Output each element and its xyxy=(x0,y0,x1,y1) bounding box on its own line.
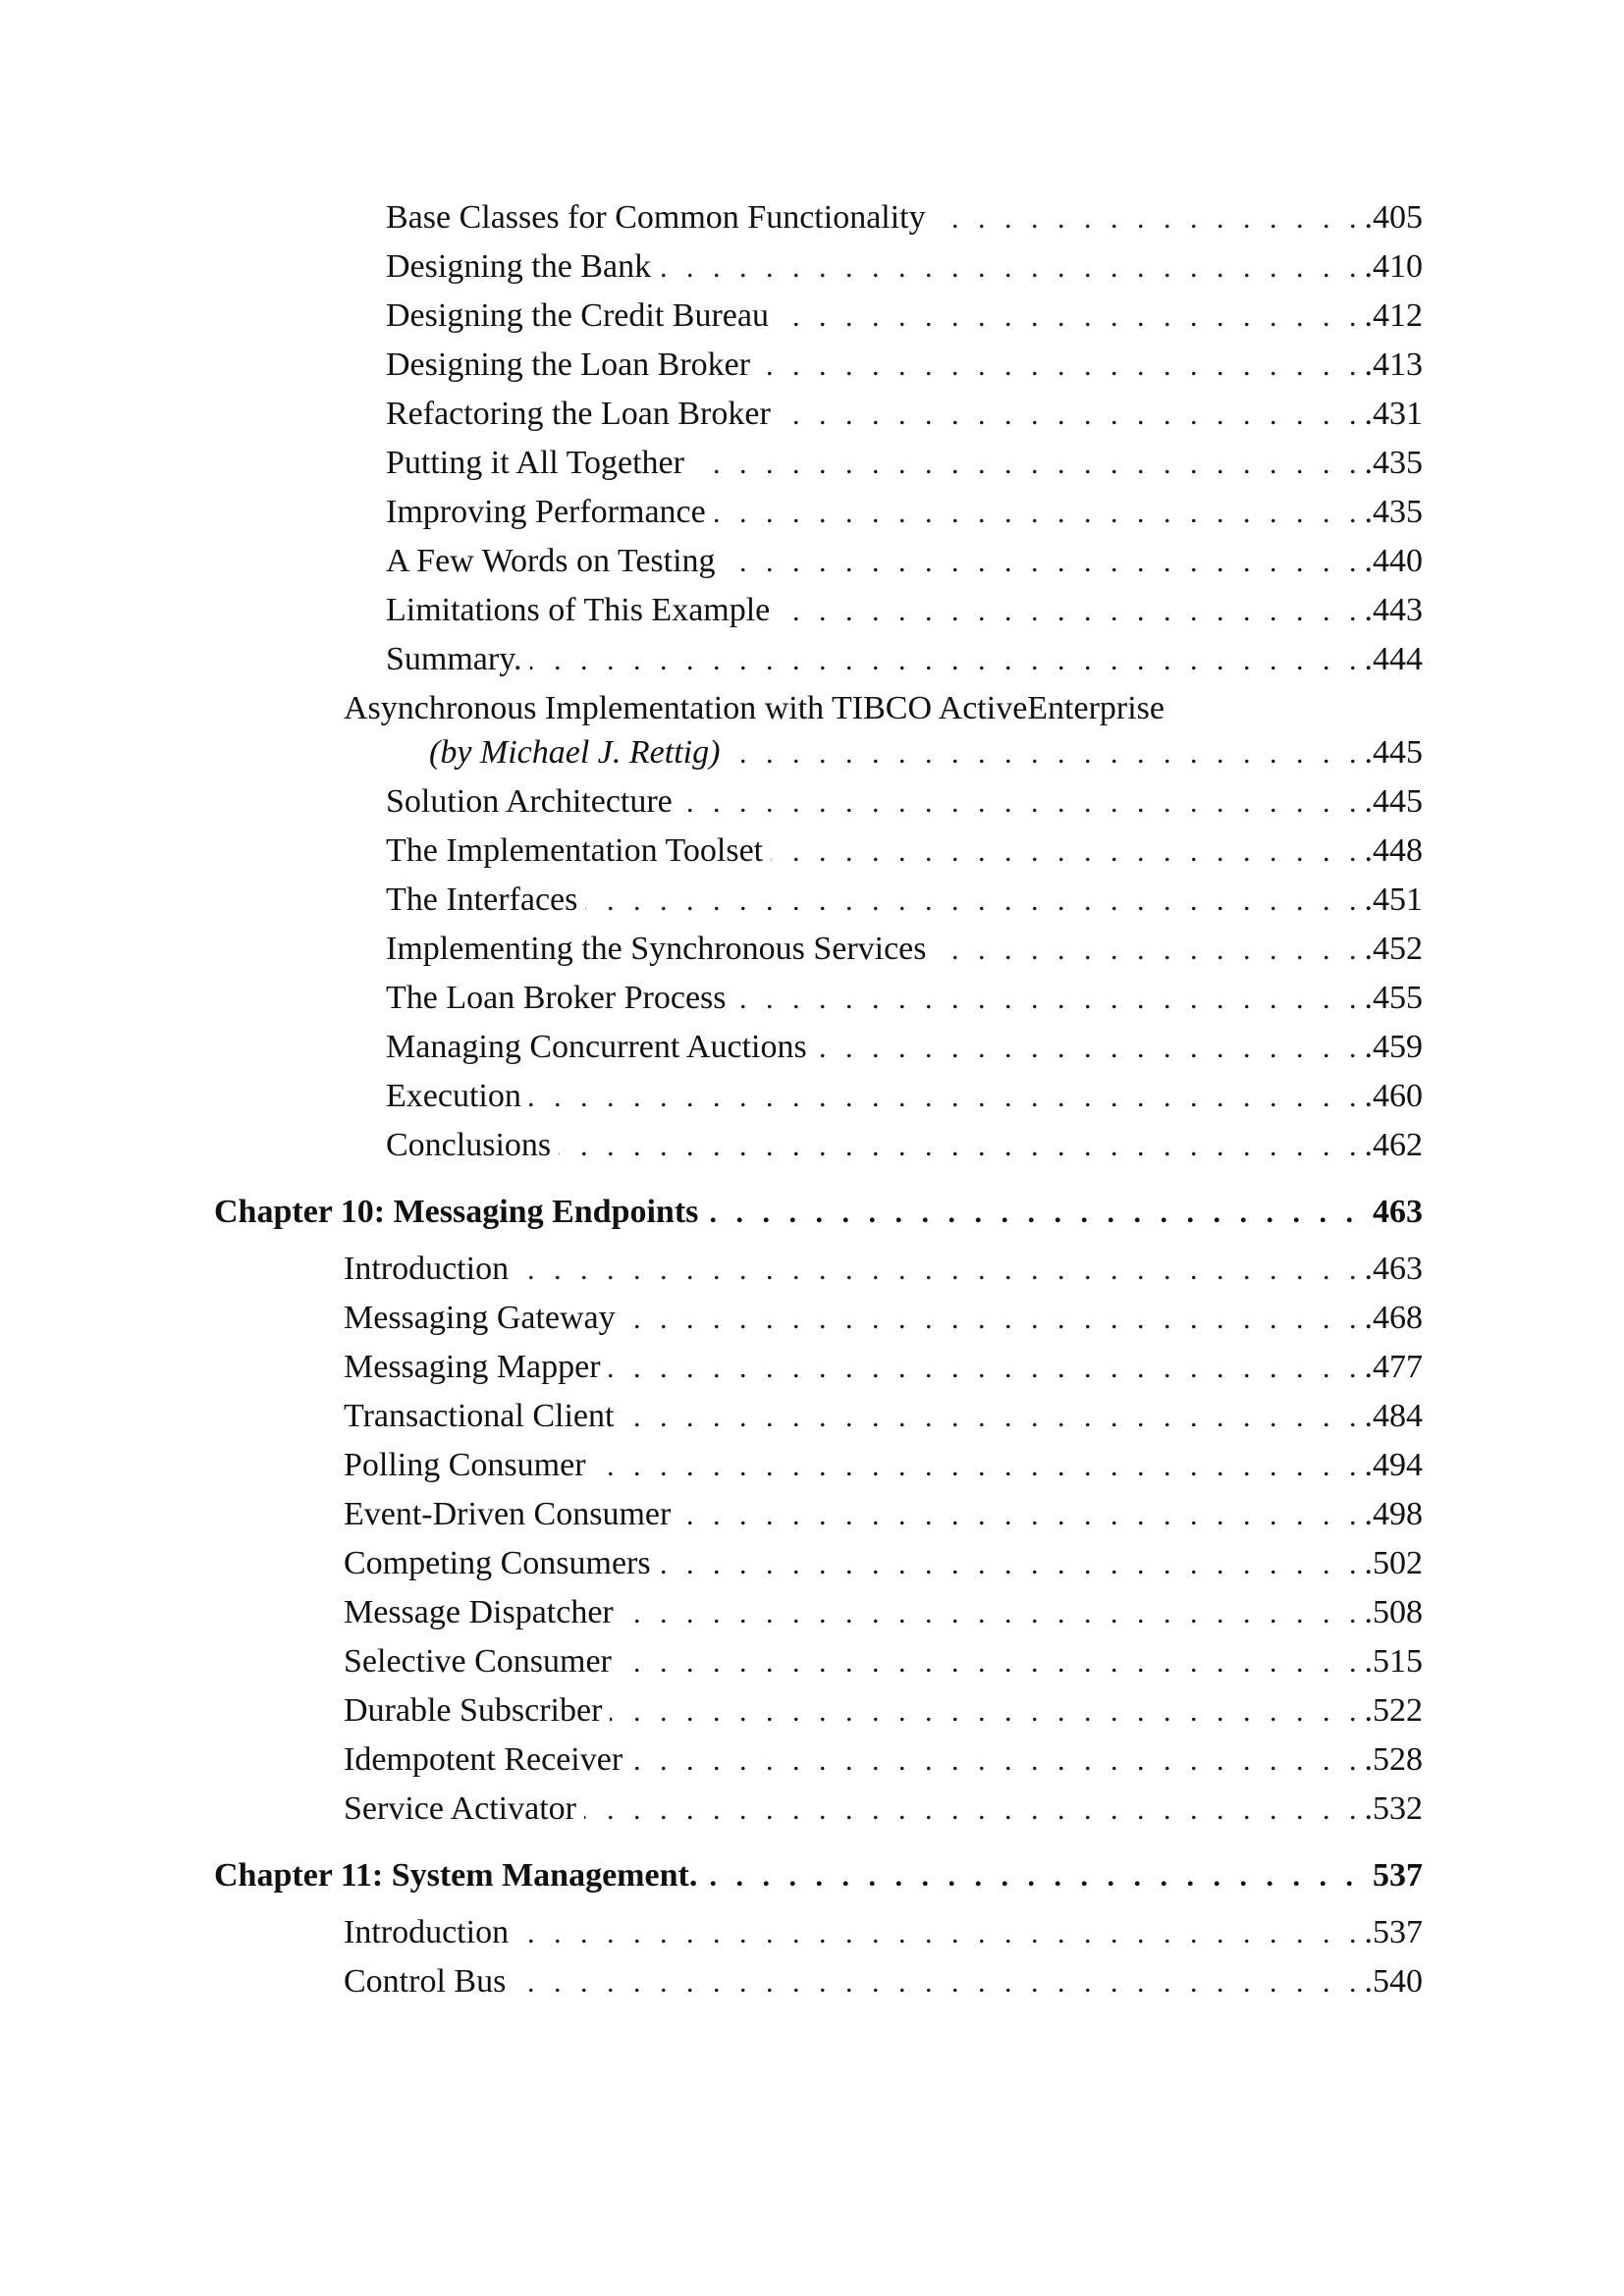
leader-dots xyxy=(728,734,1362,774)
toc-entry xyxy=(386,493,1423,533)
toc-entry xyxy=(386,979,1423,1019)
chapter-heading xyxy=(214,1856,1423,1896)
toc-entry-title: Implementing the Synchronous Services xyxy=(386,931,927,967)
toc-entry-title: The Loan Broker Process xyxy=(386,980,727,1016)
toc-entry-page: .435 xyxy=(1364,445,1423,481)
toc-entry-page: .484 xyxy=(1364,1398,1423,1434)
leader-dots xyxy=(706,1194,1359,1233)
toc-entry xyxy=(344,1544,1423,1584)
toc-entry-title: Idempotent Receiver xyxy=(344,1741,623,1778)
toc-entry xyxy=(386,591,1423,631)
chapter-title: Chapter 11: System Management. xyxy=(214,1857,698,1894)
leader-dots xyxy=(609,1349,1363,1388)
leader-dots xyxy=(659,1545,1363,1584)
toc-entry xyxy=(386,782,1423,823)
toc-entry-title: Improving Performance xyxy=(386,494,706,530)
toc-entry xyxy=(386,346,1423,386)
toc-entry xyxy=(386,1028,1423,1068)
toc-entry-page: .443 xyxy=(1364,592,1423,628)
chapter-page: 537 xyxy=(1373,1857,1423,1894)
toc-entry-page: .477 xyxy=(1364,1349,1423,1385)
toc-entry-title: Messaging Gateway xyxy=(344,1300,616,1336)
leader-dots xyxy=(622,1594,1363,1633)
leader-dots xyxy=(516,1251,1362,1290)
leader-dots xyxy=(530,641,1363,680)
toc-entry-byline xyxy=(429,733,1423,774)
chapter-title: Chapter 10: Messaging Endpoints xyxy=(214,1194,699,1230)
toc-entry-title: Selective Consumer xyxy=(344,1643,612,1680)
leader-dots xyxy=(935,931,1363,970)
toc-entry xyxy=(344,1446,1423,1486)
toc-entry-title: Solution Architecture xyxy=(386,783,673,820)
leader-dots xyxy=(778,592,1362,631)
toc-entry-page: .452 xyxy=(1364,931,1423,967)
toc-entry xyxy=(386,1077,1423,1117)
chapter-page: 463 xyxy=(1373,1194,1423,1230)
toc-entry-title: Designing the Loan Broker xyxy=(386,347,751,383)
toc-entry-title: Limitations of This Example xyxy=(386,592,771,628)
toc-entry-title: Event-Driven Consumer xyxy=(344,1496,672,1532)
toc-entry-title: Conclusions xyxy=(386,1127,552,1163)
toc-entry-page: .528 xyxy=(1364,1741,1423,1778)
toc-entry-page: .440 xyxy=(1364,543,1423,579)
toc-entry xyxy=(344,1789,1423,1830)
toc-entry xyxy=(344,1397,1423,1437)
toc-entry-page: .444 xyxy=(1364,641,1423,677)
toc-entry xyxy=(386,247,1423,288)
toc-entry xyxy=(386,542,1423,582)
toc-entry xyxy=(386,831,1423,872)
toc-entry xyxy=(344,1250,1423,1290)
toc-entry-page: .494 xyxy=(1364,1447,1423,1483)
toc-entry-title: Message Dispatcher xyxy=(344,1594,614,1630)
toc-entry xyxy=(344,1913,1423,1953)
leader-dots xyxy=(777,297,1363,337)
toc-entry xyxy=(386,881,1423,921)
toc-entry-title: Base Classes for Common Functionality xyxy=(386,199,926,236)
leader-dots xyxy=(610,1692,1362,1732)
toc-entry-page: .451 xyxy=(1364,881,1423,918)
toc-entry-page: .515 xyxy=(1364,1643,1423,1680)
toc-entry xyxy=(344,1642,1423,1682)
toc-entry xyxy=(386,296,1423,337)
leader-dots xyxy=(771,832,1362,872)
toc-entry xyxy=(344,1740,1423,1781)
toc-entry-title: The Interfaces xyxy=(386,881,578,918)
toc-entry xyxy=(344,1691,1423,1732)
toc-entry-page: .445 xyxy=(1364,734,1423,771)
toc-entry-title: Designing the Bank xyxy=(386,248,652,285)
toc-entry-title: Messaging Mapper xyxy=(344,1349,601,1385)
toc-entry xyxy=(344,1299,1423,1339)
toc-entry-page: .460 xyxy=(1364,1078,1423,1114)
leader-dots xyxy=(584,1790,1363,1830)
toc-entry-title: Designing the Credit Bureau xyxy=(386,297,769,334)
toc-entry-page: .498 xyxy=(1364,1496,1423,1532)
toc-entry xyxy=(386,1126,1423,1166)
toc-entry-page: .459 xyxy=(1364,1029,1423,1065)
leader-dots xyxy=(514,1963,1362,2002)
toc-entry-title: Introduction xyxy=(344,1251,510,1287)
section-heading: Asynchronous Implementation with TIBCO ActiveEnterprise xyxy=(344,690,1165,726)
leader-dots xyxy=(620,1643,1363,1682)
toc-entry-page: .413 xyxy=(1364,347,1423,383)
toc-entry-title: Control Bus xyxy=(344,1963,507,2000)
toc-entry-title: Putting it All Together xyxy=(386,445,684,481)
toc-entry-page: .522 xyxy=(1364,1692,1423,1729)
toc-entry-title: Transactional Client xyxy=(344,1398,615,1434)
toc-entry-title: The Implementation Toolset xyxy=(386,832,764,869)
leader-dots xyxy=(692,445,1363,484)
toc-entry-title: Competing Consumers xyxy=(344,1545,651,1581)
leader-dots xyxy=(724,543,1363,582)
toc-entry-page: .435 xyxy=(1364,494,1423,530)
toc-entry xyxy=(386,395,1423,435)
toc-entry-page: .508 xyxy=(1364,1594,1423,1630)
leader-dots xyxy=(758,347,1362,386)
leader-dots xyxy=(630,1741,1362,1781)
leader-dots xyxy=(622,1398,1362,1437)
leader-dots xyxy=(594,1447,1363,1486)
toc-entry-title: (by Michael J. Rettig) xyxy=(429,734,721,771)
leader-dots xyxy=(734,980,1363,1019)
leader-dots xyxy=(623,1300,1363,1339)
toc-entry xyxy=(386,930,1423,970)
toc-entry xyxy=(386,198,1423,239)
toc-entry-page: .431 xyxy=(1364,396,1423,432)
toc-entry-title: Summary. xyxy=(386,641,522,677)
toc-entry-page: .405 xyxy=(1364,199,1423,236)
toc-entry-title: Introduction xyxy=(344,1914,510,1950)
leader-dots xyxy=(934,199,1363,239)
leader-dots xyxy=(714,494,1363,533)
toc-entry-title: Durable Subscriber xyxy=(344,1692,603,1729)
toc-entry-title: Managing Concurrent Auctions xyxy=(386,1029,807,1065)
leader-dots xyxy=(678,1496,1362,1535)
toc-entry-title: A Few Words on Testing xyxy=(386,543,716,579)
leader-dots xyxy=(815,1029,1363,1068)
chapter-heading xyxy=(214,1193,1423,1233)
leader-dots xyxy=(559,1127,1362,1166)
leader-dots xyxy=(705,1857,1359,1896)
toc-entry-title: Refactoring the Loan Broker xyxy=(386,396,771,432)
toc-entry-page: .463 xyxy=(1364,1251,1423,1287)
leader-dots xyxy=(529,1078,1363,1117)
leader-dots xyxy=(585,881,1362,921)
toc-entry-page: .412 xyxy=(1364,297,1423,334)
toc-entry-title: Polling Consumer xyxy=(344,1447,586,1483)
toc-entry-page: .462 xyxy=(1364,1127,1423,1163)
leader-dots xyxy=(680,783,1363,823)
toc-entry-page: .532 xyxy=(1364,1790,1423,1827)
leader-dots xyxy=(516,1914,1362,1953)
toc-entry-page: .445 xyxy=(1364,783,1423,820)
leader-dots xyxy=(659,248,1362,288)
toc-entry-title: Execution xyxy=(386,1078,521,1114)
toc-entry-page: .448 xyxy=(1364,832,1423,869)
toc-entry xyxy=(344,1348,1423,1388)
toc-entry xyxy=(386,640,1423,680)
toc-entry-page: .540 xyxy=(1364,1963,1423,2000)
leader-dots xyxy=(779,396,1363,435)
toc-entry-page: .455 xyxy=(1364,980,1423,1016)
toc-entry-page: .468 xyxy=(1364,1300,1423,1336)
toc-entry-page: .502 xyxy=(1364,1545,1423,1581)
toc-entry-title: Service Activator xyxy=(344,1790,576,1827)
toc-entry-page: .410 xyxy=(1364,248,1423,285)
toc-entry-page: .537 xyxy=(1364,1914,1423,1950)
toc-entry xyxy=(386,444,1423,484)
toc-entry xyxy=(344,1593,1423,1633)
toc-entry xyxy=(344,1495,1423,1535)
toc-entry xyxy=(344,1962,1423,2002)
